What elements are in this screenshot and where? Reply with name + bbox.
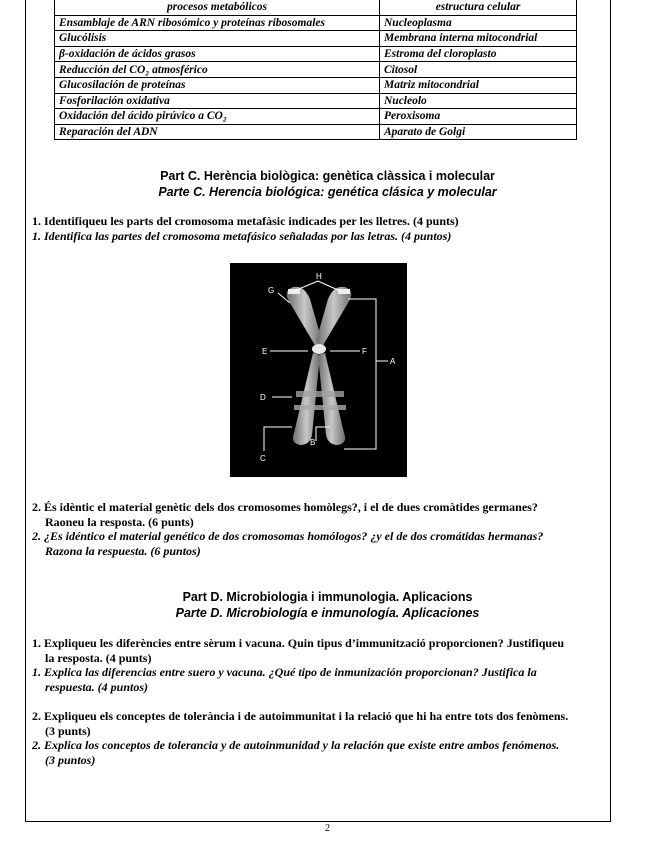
part-c-question-1 bbox=[32, 214, 610, 243]
table-cell-structure: Membrana interna mitocondrial bbox=[380, 31, 577, 47]
table-cell-structure: Estroma del cloroplasto bbox=[380, 46, 577, 62]
part-d-heading bbox=[0, 589, 655, 621]
table-cell-process: β-oxidación de ácidos grasos bbox=[55, 46, 380, 62]
table-cell-process: Fosforilación oxidativa bbox=[55, 93, 380, 109]
question-text-ca-cont: la resposta. (4 punts) bbox=[45, 650, 152, 665]
lower-right-arm bbox=[318, 353, 345, 445]
question-text-ca: 1. Expliqueu les diferències entre sèrum i vacuna. Quin tipus d’immunització proporcionen? Justifiqueu bbox=[32, 636, 565, 650]
question-text-ca: 1. Identifiqueu les parts del cromosoma metafàsic indicades per les lletres. (4 punts) bbox=[32, 214, 459, 228]
table-cell-process: Reducción del CO₂ atmosférico bbox=[55, 62, 380, 78]
part-d-question-2 bbox=[32, 709, 610, 767]
table-header-processes: procesos metabólicos bbox=[55, 0, 380, 15]
question-text-es: 2. Explica los conceptos de tolerancia y de autoinmunidad y la relación que existe entre ambos fenómenos. bbox=[32, 738, 560, 752]
part-d-title-ca: Part D. Microbiologia i immunologia. Aplicacions bbox=[182, 590, 473, 604]
upper-left-arm bbox=[287, 287, 322, 347]
upper-right-arm bbox=[316, 287, 351, 347]
page-number: 2 bbox=[325, 823, 330, 834]
table-row bbox=[55, 109, 577, 125]
question-text-es-cont: Razona la respuesta. (6 puntos) bbox=[45, 543, 201, 558]
table-row bbox=[55, 77, 577, 93]
label-d: D bbox=[260, 393, 266, 402]
band bbox=[294, 405, 346, 410]
table-row bbox=[55, 31, 577, 47]
table-cell-process: Glucólisis bbox=[55, 31, 380, 47]
label-f: F bbox=[362, 347, 367, 356]
table-cell-structure: Matriz mitocondrial bbox=[380, 77, 577, 93]
question-text-es: 1. Explica las diferencias entre suero y vacuna. ¿Qué tipo de inmunización proporcionan? Justifica la bbox=[32, 665, 537, 679]
table-cell-process: Oxidación del ácido pirúvico a CO₂ bbox=[55, 109, 380, 125]
table-cell-process: Reparación del ADN bbox=[55, 124, 380, 140]
question-text-es: 1. Identifica las partes del cromosoma metafásico señaladas por las letras. (4 puntos) bbox=[32, 228, 452, 243]
part-c-heading bbox=[0, 168, 655, 200]
question-text-ca: 2. És idèntic el material genètic dels dos cromosomes homòlegs?, i el de dues cromàtides germanes? bbox=[32, 500, 538, 514]
question-text-ca-cont: Raoneu la resposta. (6 punts) bbox=[45, 514, 194, 529]
label-e: E bbox=[262, 347, 268, 356]
question-text-es-cont: (3 puntos) bbox=[45, 752, 96, 767]
label-h: H bbox=[316, 272, 322, 281]
part-d-question-1 bbox=[32, 636, 610, 694]
label-g: G bbox=[268, 286, 275, 295]
table-header-row bbox=[55, 0, 577, 15]
chromosome-figure bbox=[230, 263, 407, 477]
bracket-a bbox=[344, 299, 376, 449]
table-row bbox=[55, 93, 577, 109]
label-c: C bbox=[260, 454, 266, 463]
centromere bbox=[312, 344, 326, 354]
question-text-es-cont: respuesta. (4 puntos) bbox=[45, 679, 149, 694]
part-c-question-2 bbox=[32, 500, 610, 558]
table-cell-structure: Peroxisoma bbox=[380, 109, 577, 125]
table-header-structure: estructura celular bbox=[380, 0, 577, 15]
band bbox=[296, 391, 344, 397]
label-a: A bbox=[390, 357, 396, 366]
part-c-title-es: Parte C. Herencia biológica: genética clásica y molecular bbox=[158, 185, 497, 199]
question-text-ca: 2. Expliqueu els conceptes de tolerància i de autoimmunitat i la relació que hi ha entre tots dos fenòmens. bbox=[32, 709, 569, 723]
question-text-es: 2. ¿Es idéntico el material genético de dos cromosomas homólogos? ¿y el de dos cromátidas hermanas? bbox=[32, 529, 544, 543]
part-d-title-es: Parte D. Microbiología e inmunología. Aplicaciones bbox=[175, 606, 480, 620]
metabolic-table bbox=[54, 0, 577, 140]
table-row bbox=[55, 124, 577, 140]
table-cell-process: Glucosilación de proteínas bbox=[55, 77, 380, 93]
table-cell-structure: Nucleolo bbox=[380, 93, 577, 109]
table-cell-structure: Nucleoplasma bbox=[380, 15, 577, 31]
bracket-c bbox=[264, 427, 292, 451]
telomere-band bbox=[338, 289, 350, 294]
chromosome-illustration bbox=[230, 263, 407, 477]
table-row bbox=[55, 15, 577, 31]
table-row bbox=[55, 46, 577, 62]
table-row bbox=[55, 62, 577, 78]
question-text-ca-cont: (3 punts) bbox=[45, 723, 91, 738]
table-cell-structure: Citosol bbox=[380, 62, 577, 78]
table-cell-structure: Aparato de Golgi bbox=[380, 124, 577, 140]
label-b: B bbox=[310, 438, 316, 447]
table-cell-process: Ensamblaje de ARN ribosómico y proteínas ribosomales bbox=[55, 15, 380, 31]
part-c-title-ca: Part C. Herència biològica: genètica clàssica i molecular bbox=[160, 169, 495, 183]
